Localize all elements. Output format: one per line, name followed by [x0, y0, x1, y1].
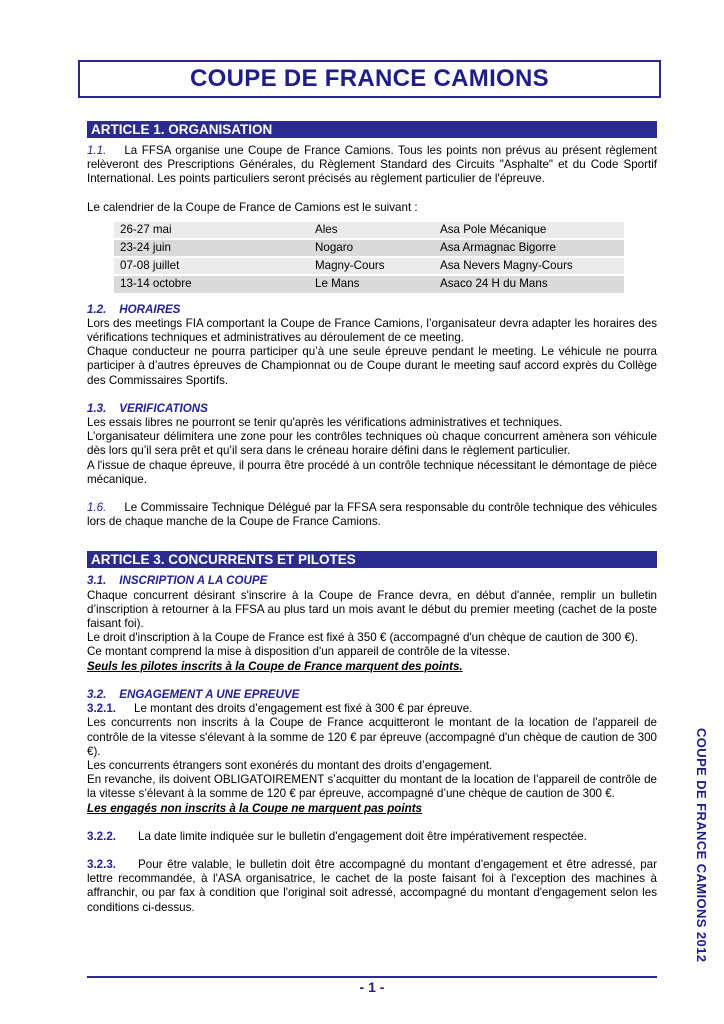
- calendar-organizer: Asa Pole Mécanique: [434, 222, 624, 239]
- paragraph-1-6: [87, 501, 657, 529]
- calendar-date: 23-24 juin: [114, 239, 309, 257]
- page-title: COUPE DE FRANCE CAMIONS: [190, 64, 549, 92]
- table-row: [114, 222, 624, 239]
- section-number: 1.1.: [87, 144, 107, 157]
- calendar-table: [114, 222, 624, 295]
- page-number: - 1 -: [359, 979, 385, 995]
- section-3-2-paragraph-1: Les concurrents non inscrits à la Coupe de France acquitteront le montant de la location de l'appareil de contrôle de la vitesse s'élevant à la somme de 120 € par épreuve (accompagné d'un chèque de caution de 300 €).: [87, 716, 657, 758]
- section-3-1-paragraph-2: Le droit d'inscription à la Coupe de France est fixé à 350 € (accompagné d'un chèque de caution de 300 €).: [87, 631, 638, 645]
- calendar-circuit: Le Mans: [309, 275, 434, 293]
- calendar-date: 07-08 juillet: [114, 257, 309, 275]
- section-1-2-title: 1.2. HORAIRES: [87, 302, 181, 316]
- section-number: 1.6.: [87, 501, 107, 515]
- calendar-circuit: Nogaro: [309, 239, 434, 257]
- calendar-organizer: Asa Nevers Magny-Cours: [434, 257, 624, 275]
- section-number: 3.2.3.: [87, 857, 117, 871]
- footer-divider: [87, 976, 657, 978]
- calendar-intro: Le calendrier de la Coupe de France de Camions est le suivant :: [87, 200, 418, 214]
- section-3-1-title: 3.1. INSCRIPTION A LA COUPE: [87, 574, 268, 588]
- side-label-text: COUPE DE FRANCE CAMIONS 2012: [694, 728, 710, 963]
- article-1-heading: ARTICLE 1. ORGANISATION: [87, 121, 657, 138]
- section-3-1-paragraph-3: Ce montant comprend la mise à disposition d'un appareil de contrôle de la vitesse.: [87, 645, 511, 659]
- article-3-heading: ARTICLE 3. CONCURRENTS ET PILOTES: [87, 551, 657, 568]
- section-3-2-paragraph-2: Les concurrents étrangers sont exonérés du montant des droits d’engagement.: [87, 758, 493, 772]
- calendar-date: 26-27 mai: [114, 222, 309, 239]
- section-3-1-emphasis: Seuls les pilotes inscrits à la Coupe de France marquent des points.: [87, 659, 463, 673]
- section-1-3-paragraph-2: L’organisateur délimitera une zone pour les contrôles techniques où chaque concurrent amènera son véhicule dès lors qu’il sera prêt et qu’il sera dans le créneau horaire défini dans le règlement particulier.: [87, 430, 657, 458]
- paragraph-3-2-2: [87, 830, 657, 844]
- calendar-circuit: Magny-Cours: [309, 257, 434, 275]
- section-1-3-title: 1.3. VERIFICATIONS: [87, 401, 208, 415]
- section-1-2-paragraph-1: Lors des meetings FIA comportant la Coupe de France Camions, l’organisateur devra adapter les horaires des vérifications techniques et administratives au déroulement de ce meeting.: [87, 316, 657, 345]
- section-3-2-title: 3.2. ENGAGEMENT A UNE EPREUVE: [87, 687, 300, 701]
- table-row: [114, 239, 624, 257]
- section-3-2-emphasis: Les engagés non inscrits à la Coupe ne marquent pas points: [87, 801, 423, 815]
- calendar-organizer: Asaco 24 H du Mans: [434, 275, 624, 293]
- calendar-organizer: Asa Armagnac Bigorre: [434, 239, 624, 257]
- paragraph-text: La FFSA organise une Coupe de France Camions. Tous les points non prévus au présent règlement relèveront des Prescriptions Générales, du Règlement Standard des Circuits "Asphalte" et du Code Sportif International. Les points particuliers seront précisés au règlement particulier de l'épreuve.: [87, 144, 657, 186]
- section-number: 3.2.2.: [87, 829, 117, 843]
- paragraph-3-2-1: [87, 702, 657, 716]
- paragraph-text: Pour être valable, le bulletin doit être accompagné du montant d'engagement et être adressé, par lettre recommandée, à l'ASA organisatrice, le cachet de la poste faisant foi à l'exception des machines à affranchir, ou par fax à condition que l'original soit adressé, accompagné du montant d'engagement selon les conditions ci-dessus.: [87, 857, 657, 914]
- table-row: [114, 257, 624, 275]
- section-3-1-paragraph-1: Chaque concurrent désirant s'inscrire à la Coupe de France devra, en début d'année, remplir un bulletin d’inscription à retourner à la FFSA au plus tard un mois avant le début du premier meeting (cachet de la poste faisant foi).: [87, 588, 657, 631]
- paragraph-text: Le montant des droits d’engagement est fixé à 300 € par épreuve.: [134, 702, 473, 716]
- section-1-3-paragraph-3: A l'issue de chaque épreuve, il pourra être procédé à un contrôle technique nécessitant le démontage de pièce mécanique.: [87, 458, 657, 486]
- document-body: [87, 121, 657, 915]
- calendar-circuit: Ales: [309, 222, 434, 239]
- paragraph-text: Le Commissaire Technique Délégué par la FFSA sera responsable du contrôle technique des véhicules lors de chaque manche de la Coupe de France Camions.: [87, 501, 657, 529]
- paragraph-3-2-3: [87, 858, 657, 915]
- section-3-2-paragraph-3: En revanche, ils doivent OBLIGATOIREMENT s’acquitter du montant de la location de l’appareil de contrôle de la vitesse s’élevant à la somme de 120 € par épreuve, accompagné d’une chèque de caution de 300 €.: [87, 773, 657, 801]
- section-number: 3.2.1.: [87, 702, 117, 716]
- section-1-2-paragraph-2: Chaque conducteur ne pourra participer qu’à une seule épreuve pendant le meeting. Le véhicule ne pourra participer à d’autres épreuves de Championnat ou de Coupe durant le meeting sauf accord exprès du Collège des Commissaires Sportifs.: [87, 345, 657, 387]
- side-label: [693, 728, 709, 978]
- calendar-date: 13-14 octobre: [114, 275, 309, 293]
- section-1-3-paragraph-1: Les essais libres ne pourront se tenir qu'après les vérifications administratives et techniques.: [87, 416, 563, 430]
- title-box: [78, 60, 661, 98]
- paragraph-1-1: [87, 144, 657, 187]
- paragraph-text: La date limite indiquée sur le bulletin d'engagement doit être impérativement respectée.: [138, 829, 587, 843]
- table-row: [114, 275, 624, 293]
